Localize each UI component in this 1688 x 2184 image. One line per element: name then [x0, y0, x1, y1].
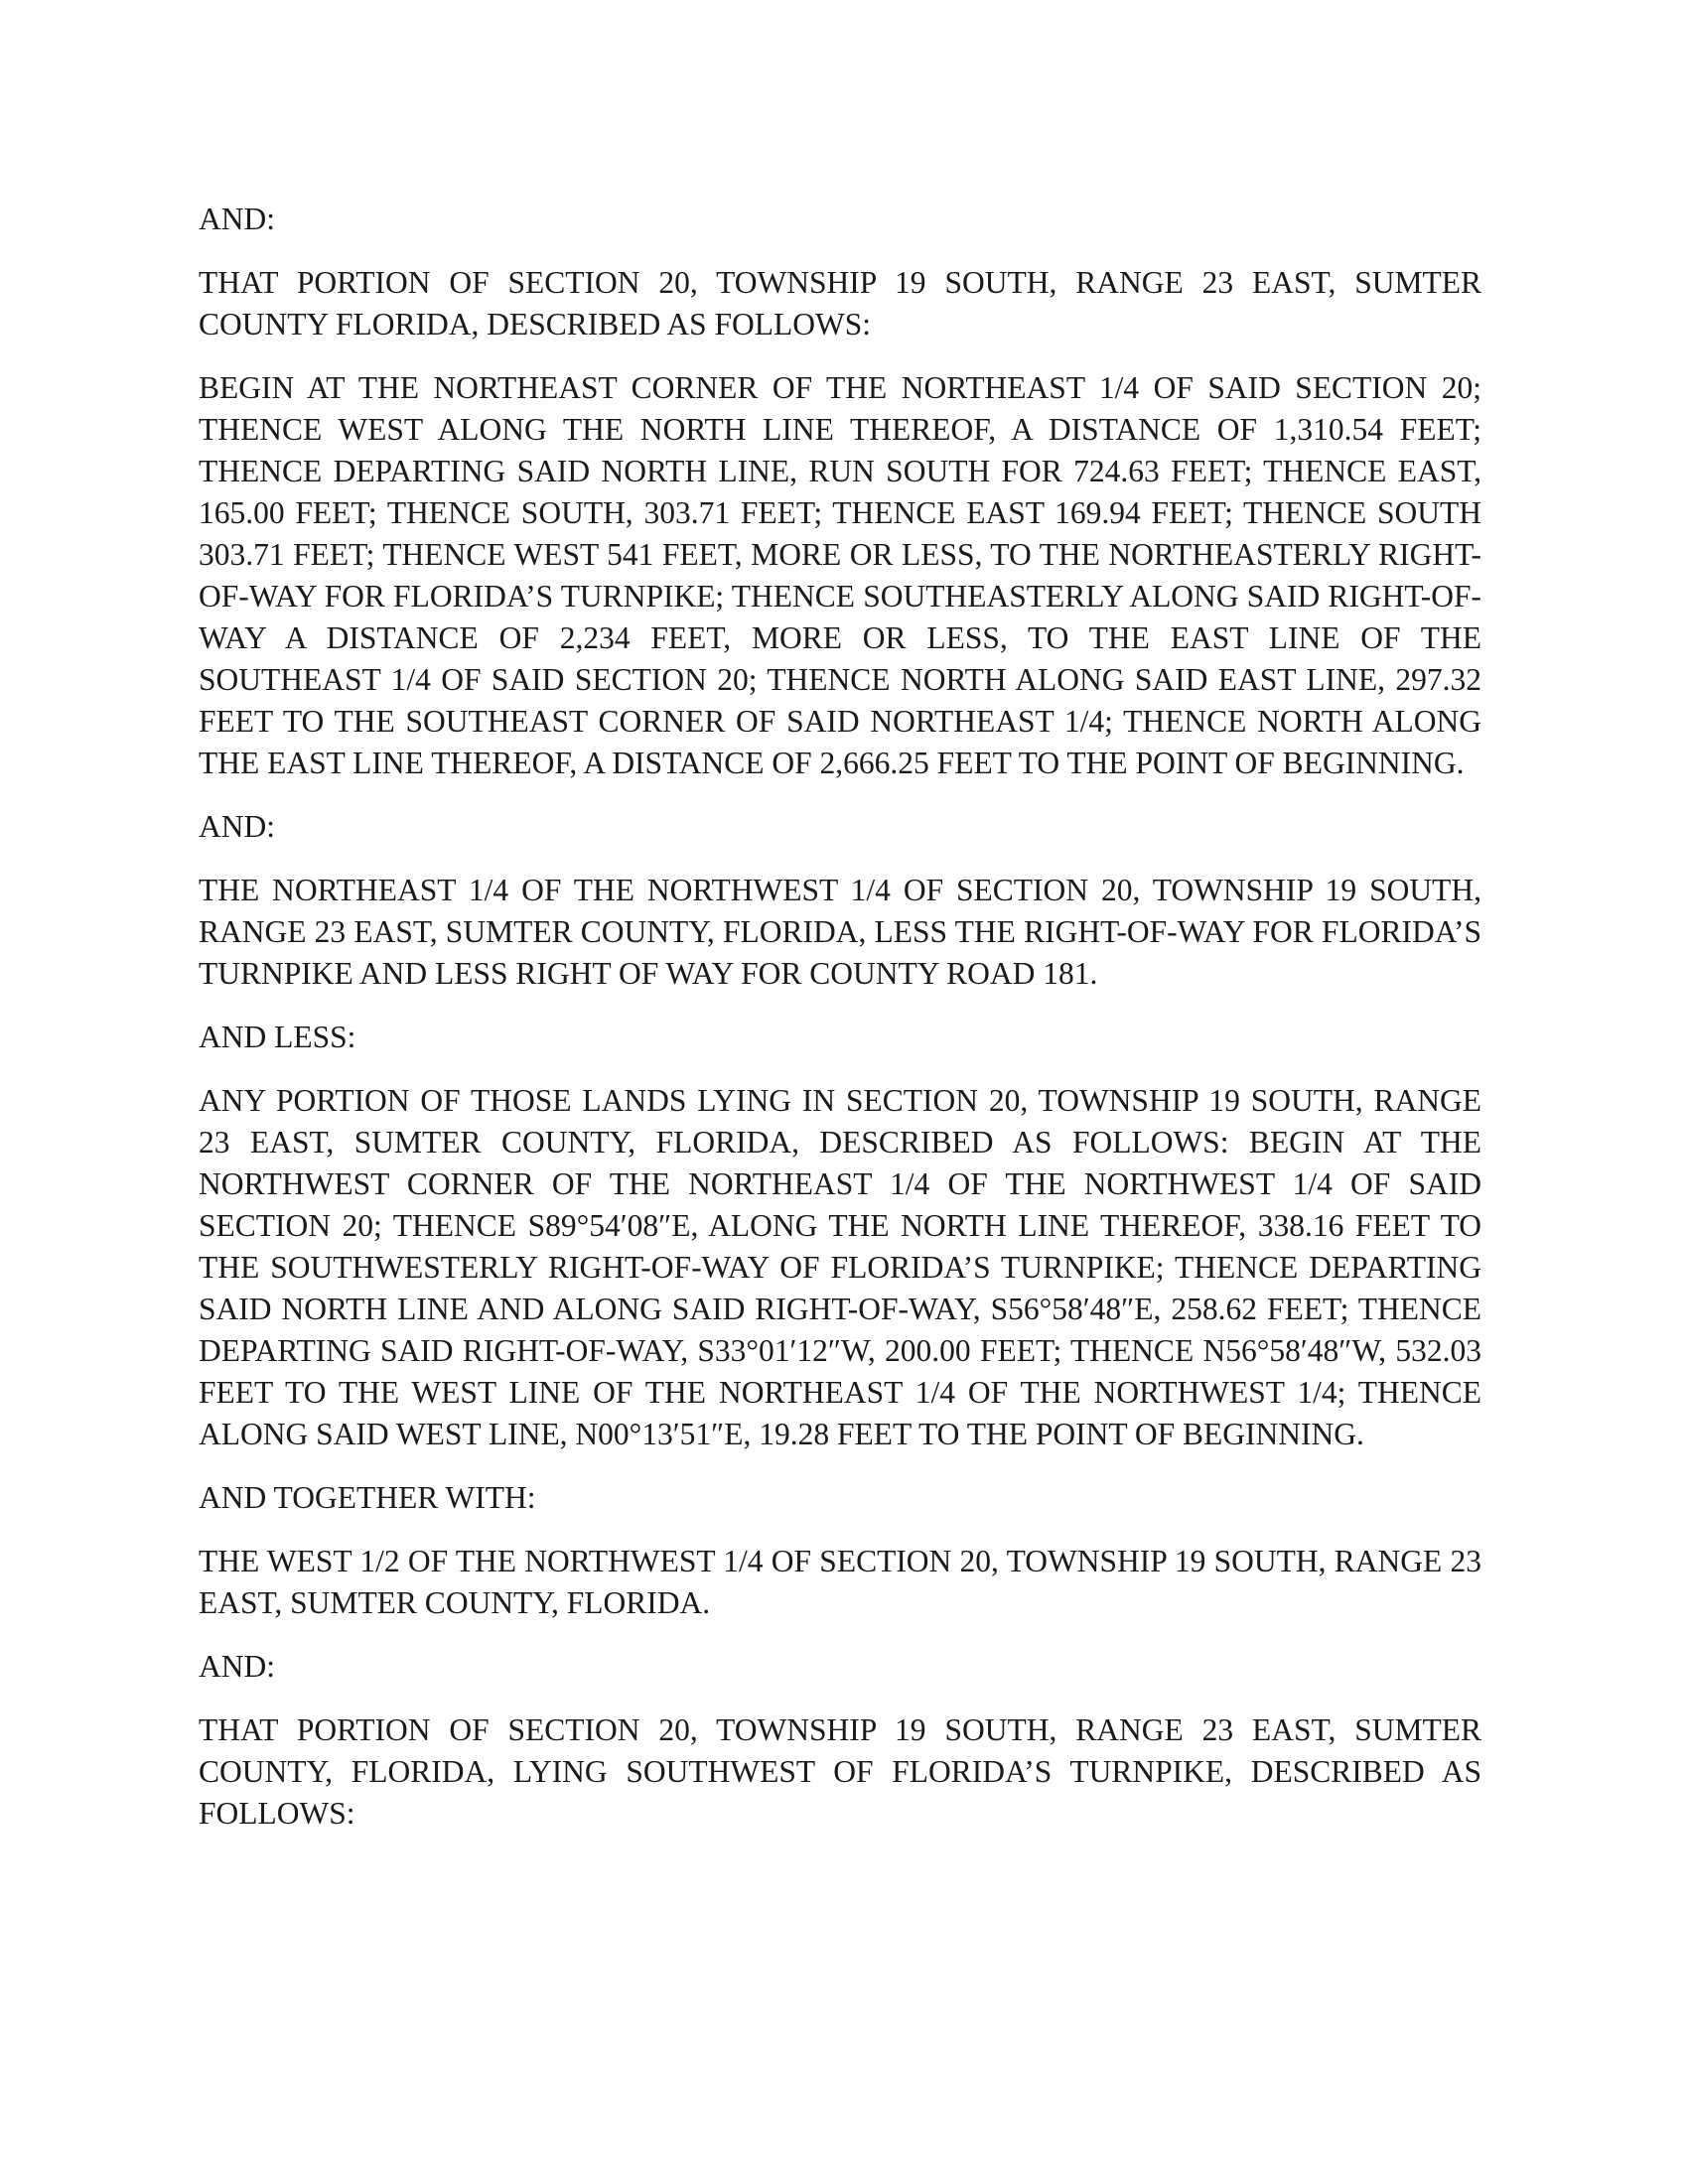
parcel-west-half: THE WEST 1/2 OF THE NORTHWEST 1/4 OF SECTION 20, TOWNSHIP 19 SOUTH, RANGE 23 EAST, SUMTER COUNTY, FLORIDA.	[199, 1544, 1481, 1620]
parcel-metes-and-bounds: BEGIN AT THE NORTHEAST CORNER OF THE NORTHEAST 1/4 OF SAID SECTION 20; THENCE WEST ALONG THE NORTH LINE THEREOF, A DISTANCE OF 1,310.54 FEET; THENCE DEPARTING SAID NORTH LINE, RUN SOUTH FOR 724.63 FEET; THENCE EAST, 165.00 FEET; THENCE SOUTH, 303.71 FEET; THENCE EAST 169.94 FEET; THENCE SOUTH 303.71 FEET; THENCE WEST 541 FEET, MORE OR LESS, TO THE NORTHEASTERLY RIGHT-OF-WAY FOR FLORIDA’S TURNPIKE; THENCE SOUTHEASTERLY ALONG SAID RIGHT-OF-WAY A DISTANCE OF 2,234 FEET, MORE OR LESS, TO THE EAST LINE OF THE SOUTHEAST 1/4 OF SAID SECTION 20; THENCE NORTH ALONG SAID EAST LINE, 297.32 FEET TO THE SOUTHEAST CORNER OF SAID NORTHEAST 1/4; THENCE NORTH ALONG THE EAST LINE THEREOF, A DISTANCE OF 2,666.25 FEET TO THE POINT OF BEGINNING.	[199, 370, 1481, 780]
heading-and: AND:	[199, 809, 275, 844]
heading-and-together-with: AND TOGETHER WITH:	[199, 1480, 536, 1515]
parcel-southwest-of-turnpike: THAT PORTION OF SECTION 20, TOWNSHIP 19 SOUTH, RANGE 23 EAST, SUMTER COUNTY, FLORIDA, LYING SOUTHWEST OF FLORIDA’S TURNPIKE, DESCRIBED AS FOLLOWS:	[199, 1712, 1481, 1831]
heading-and: AND:	[199, 1649, 275, 1684]
document-page	[199, 199, 1481, 1856]
parcel-northeast-quarter: THE NORTHEAST 1/4 OF THE NORTHWEST 1/4 OF SECTION 20, TOWNSHIP 19 SOUTH, RANGE 23 EAST, SUMTER COUNTY, FLORIDA, LESS THE RIGHT-OF-WAY FOR FLORIDA’S TURNPIKE AND LESS RIGHT OF WAY FOR COUNTY ROAD 181.	[199, 873, 1481, 991]
heading-and: AND:	[199, 202, 275, 236]
parcel-description-intro: THAT PORTION OF SECTION 20, TOWNSHIP 19 SOUTH, RANGE 23 EAST, SUMTER COUNTY FLORIDA, DESCRIBED AS FOLLOWS:	[199, 265, 1481, 341]
parcel-exception-description: ANY PORTION OF THOSE LANDS LYING IN SECTION 20, TOWNSHIP 19 SOUTH, RANGE 23 EAST, SUMTER COUNTY, FLORIDA, DESCRIBED AS FOLLOWS: BEGIN AT THE NORTHWEST CORNER OF THE NORTHEAST 1/4 OF THE NORTHWEST 1/4 OF SAID SECTION 20; THENCE S89°54′08″E, ALONG THE NORTH LINE THEREOF, 338.16 FEET TO THE SOUTHWESTERLY RIGHT-OF-WAY OF FLORIDA’S TURNPIKE; THENCE DEPARTING SAID NORTH LINE AND ALONG SAID RIGHT-OF-WAY, S56°58′48″E, 258.62 FEET; THENCE DEPARTING SAID RIGHT-OF-WAY, S33°01′12″W, 200.00 FEET; THENCE N56°58′48″W, 532.03 FEET TO THE WEST LINE OF THE NORTHEAST 1/4 OF THE NORTHWEST 1/4; THENCE ALONG SAID WEST LINE, N00°13′51″E, 19.28 FEET TO THE POINT OF BEGINNING.	[199, 1083, 1481, 1451]
heading-and-less: AND LESS:	[199, 1020, 356, 1054]
